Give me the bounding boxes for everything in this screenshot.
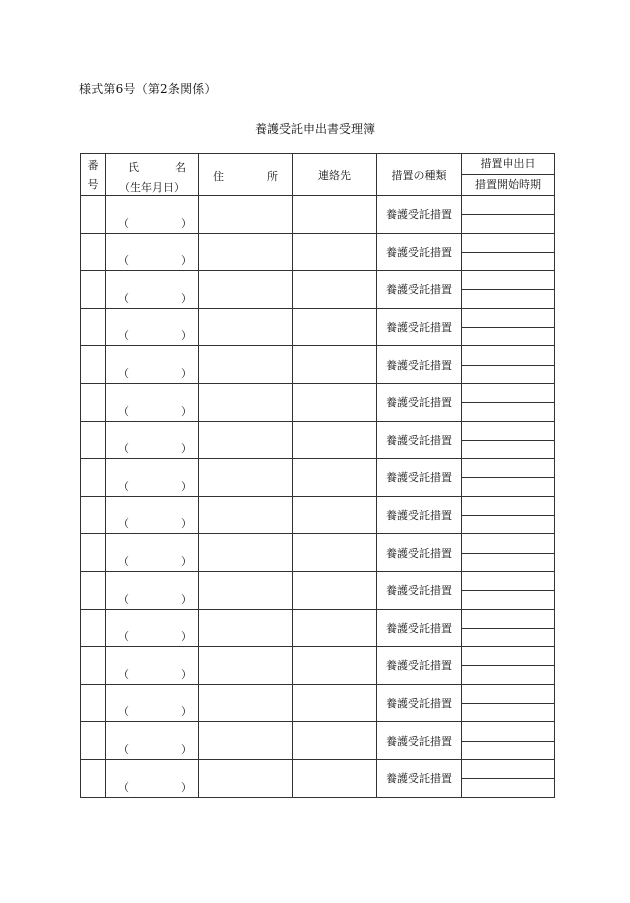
measure-type-cell: 養護受託措置 [377, 609, 462, 647]
name-cell[interactable] [106, 571, 199, 609]
header-start-date: 措置開始時期 [462, 175, 555, 196]
address-cell[interactable] [199, 534, 293, 572]
dates-cell[interactable] [462, 534, 555, 572]
paren-close: ） [181, 554, 192, 568]
paren-open: （ [118, 404, 129, 418]
name-cell[interactable] [106, 496, 199, 534]
dates-cell[interactable] [462, 647, 555, 685]
paren-close: ） [181, 780, 192, 794]
table-row [81, 684, 555, 722]
name-cell[interactable] [106, 684, 199, 722]
contact-cell[interactable] [293, 271, 377, 309]
name-cell[interactable] [106, 308, 199, 346]
contact-cell[interactable] [293, 647, 377, 685]
paren-close: ） [181, 366, 192, 380]
name-cell[interactable] [106, 383, 199, 421]
paren-open: （ [118, 442, 129, 456]
date-divider [462, 402, 554, 403]
paren-open: （ [118, 517, 129, 531]
date-divider [462, 628, 554, 629]
number-cell[interactable] [81, 308, 106, 346]
measure-type-cell: 養護受託措置 [377, 534, 462, 572]
dates-cell[interactable] [462, 308, 555, 346]
name-cell[interactable] [106, 647, 199, 685]
name-cell[interactable] [106, 759, 199, 797]
table-row [81, 534, 555, 572]
name-cell[interactable] [106, 459, 199, 497]
number-cell[interactable] [81, 496, 106, 534]
name-cell[interactable] [106, 609, 199, 647]
contact-cell[interactable] [293, 534, 377, 572]
header-address-char-2: 所 [267, 170, 278, 183]
number-cell[interactable] [81, 759, 106, 797]
header-birthdate: （生年月日） [119, 181, 185, 194]
name-cell[interactable] [106, 346, 199, 384]
name-cell[interactable] [106, 534, 199, 572]
date-divider [462, 327, 554, 328]
measure-type-cell: 養護受託措置 [377, 759, 462, 797]
measure-type-cell: 養護受託措置 [377, 383, 462, 421]
header-address [199, 154, 293, 196]
measure-type-cell: 養護受託措置 [377, 722, 462, 760]
address-cell[interactable] [199, 196, 293, 234]
paren-close: ） [181, 517, 192, 531]
paren-close: ） [181, 705, 192, 719]
number-cell[interactable] [81, 459, 106, 497]
header-name-char-2: 名 [175, 161, 186, 174]
dates-cell[interactable] [462, 383, 555, 421]
header-measure-type: 措置の種類 [377, 154, 462, 196]
measure-type-cell: 養護受託措置 [377, 233, 462, 271]
address-cell[interactable] [199, 346, 293, 384]
measure-type-cell: 養護受託措置 [377, 308, 462, 346]
contact-cell[interactable] [293, 421, 377, 459]
address-cell[interactable] [199, 759, 293, 797]
name-cell[interactable] [106, 271, 199, 309]
paren-close: ） [181, 592, 192, 606]
paren-close: ） [181, 216, 192, 230]
address-cell[interactable] [199, 684, 293, 722]
dates-cell[interactable] [462, 459, 555, 497]
table-row [81, 459, 555, 497]
paren-open: （ [118, 742, 129, 756]
address-cell[interactable] [199, 496, 293, 534]
contact-cell[interactable] [293, 459, 377, 497]
name-cell[interactable] [106, 196, 199, 234]
paren-open: （ [118, 667, 129, 681]
number-cell[interactable] [81, 722, 106, 760]
date-divider [462, 214, 554, 215]
name-cell[interactable] [106, 722, 199, 760]
table-row [81, 383, 555, 421]
paren-open: （ [118, 216, 129, 230]
contact-cell[interactable] [293, 571, 377, 609]
address-cell[interactable] [199, 571, 293, 609]
measure-type-cell: 養護受託措置 [377, 271, 462, 309]
name-cell[interactable] [106, 421, 199, 459]
date-divider [462, 741, 554, 742]
paren-open: （ [118, 780, 129, 794]
paren-close: ） [181, 291, 192, 305]
contact-cell[interactable] [293, 759, 377, 797]
dates-cell[interactable] [462, 684, 555, 722]
contact-cell[interactable] [293, 346, 377, 384]
number-cell[interactable] [81, 684, 106, 722]
paren-close: ） [181, 404, 192, 418]
contact-cell[interactable] [293, 233, 377, 271]
paren-open: （ [118, 254, 129, 268]
header-name [106, 154, 199, 196]
number-cell[interactable] [81, 271, 106, 309]
paren-open: （ [118, 479, 129, 493]
header-contact: 連絡先 [293, 154, 377, 196]
contact-cell[interactable] [293, 383, 377, 421]
paren-open: （ [118, 291, 129, 305]
table-row [81, 647, 555, 685]
contact-cell[interactable] [293, 722, 377, 760]
paren-open: （ [118, 630, 129, 644]
table-row [81, 308, 555, 346]
measure-type-cell: 養護受託措置 [377, 459, 462, 497]
header-application-date: 措置申出日 [462, 154, 555, 175]
paren-close: ） [181, 479, 192, 493]
date-divider [462, 289, 554, 290]
address-cell[interactable] [199, 383, 293, 421]
paren-close: ） [181, 630, 192, 644]
measure-type-cell: 養護受託措置 [377, 496, 462, 534]
paren-open: （ [118, 366, 129, 380]
number-cell[interactable] [81, 346, 106, 384]
date-divider [462, 515, 554, 516]
table-row [81, 722, 555, 760]
measure-type-cell: 養護受託措置 [377, 684, 462, 722]
number-cell[interactable] [81, 421, 106, 459]
paren-open: （ [118, 329, 129, 343]
dates-cell[interactable] [462, 609, 555, 647]
date-divider [462, 440, 554, 441]
measure-type-cell: 養護受託措置 [377, 571, 462, 609]
paren-close: ） [181, 329, 192, 343]
address-cell[interactable] [199, 722, 293, 760]
paren-open: （ [118, 554, 129, 568]
paren-close: ） [181, 442, 192, 456]
dates-cell[interactable] [462, 196, 555, 234]
header-number-char-2: 号 [87, 177, 99, 191]
number-cell[interactable] [81, 609, 106, 647]
paren-close: ） [181, 742, 192, 756]
address-cell[interactable] [199, 609, 293, 647]
dates-cell[interactable] [462, 233, 555, 271]
dates-cell[interactable] [462, 571, 555, 609]
date-divider [462, 665, 554, 666]
paren-close: ） [181, 254, 192, 268]
page-title: 養護受託申出書受理簿 [254, 122, 375, 136]
table-row [81, 421, 555, 459]
table-row [81, 571, 555, 609]
paren-close: ） [181, 667, 192, 681]
contact-cell[interactable] [293, 308, 377, 346]
dates-cell[interactable] [462, 421, 555, 459]
date-divider [462, 553, 554, 554]
address-cell[interactable] [199, 421, 293, 459]
number-cell[interactable] [81, 647, 106, 685]
date-divider [462, 703, 554, 704]
address-cell[interactable] [199, 271, 293, 309]
table-row [81, 609, 555, 647]
contact-cell[interactable] [293, 496, 377, 534]
header-address-char-1: 住 [213, 170, 224, 183]
header-row-1 [81, 154, 555, 175]
date-divider [462, 365, 554, 366]
header-name-char-1: 氏 [128, 161, 139, 174]
contact-cell[interactable] [293, 609, 377, 647]
dates-cell[interactable] [462, 271, 555, 309]
paren-open: （ [118, 592, 129, 606]
measure-type-cell: 養護受託措置 [377, 196, 462, 234]
address-cell[interactable] [199, 459, 293, 497]
measure-type-cell: 養護受託措置 [377, 421, 462, 459]
table-row [81, 233, 555, 271]
address-cell[interactable] [199, 647, 293, 685]
paren-open: （ [118, 705, 129, 719]
dates-cell[interactable] [462, 346, 555, 384]
contact-cell[interactable] [293, 684, 377, 722]
contact-cell[interactable] [293, 196, 377, 234]
number-cell[interactable] [81, 534, 106, 572]
dates-cell[interactable] [462, 722, 555, 760]
date-divider [462, 590, 554, 591]
table-row [81, 496, 555, 534]
date-divider [462, 252, 554, 253]
table-row [81, 196, 555, 234]
name-cell[interactable] [106, 233, 199, 271]
date-divider [462, 778, 554, 779]
dates-cell[interactable] [462, 496, 555, 534]
dates-cell[interactable] [462, 759, 555, 797]
form-number: 様式第6号（第2条関係） [79, 82, 217, 96]
table-row [81, 271, 555, 309]
measure-type-cell: 養護受託措置 [377, 647, 462, 685]
number-cell[interactable] [81, 196, 106, 234]
table-row [81, 759, 555, 797]
register-table [80, 153, 555, 798]
header-number [81, 154, 106, 196]
header-number-char-1: 番 [87, 158, 99, 172]
number-cell[interactable] [81, 571, 106, 609]
measure-type-cell: 養護受託措置 [377, 346, 462, 384]
number-cell[interactable] [81, 383, 106, 421]
address-cell[interactable] [199, 308, 293, 346]
date-divider [462, 477, 554, 478]
address-cell[interactable] [199, 233, 293, 271]
table-row [81, 346, 555, 384]
number-cell[interactable] [81, 233, 106, 271]
